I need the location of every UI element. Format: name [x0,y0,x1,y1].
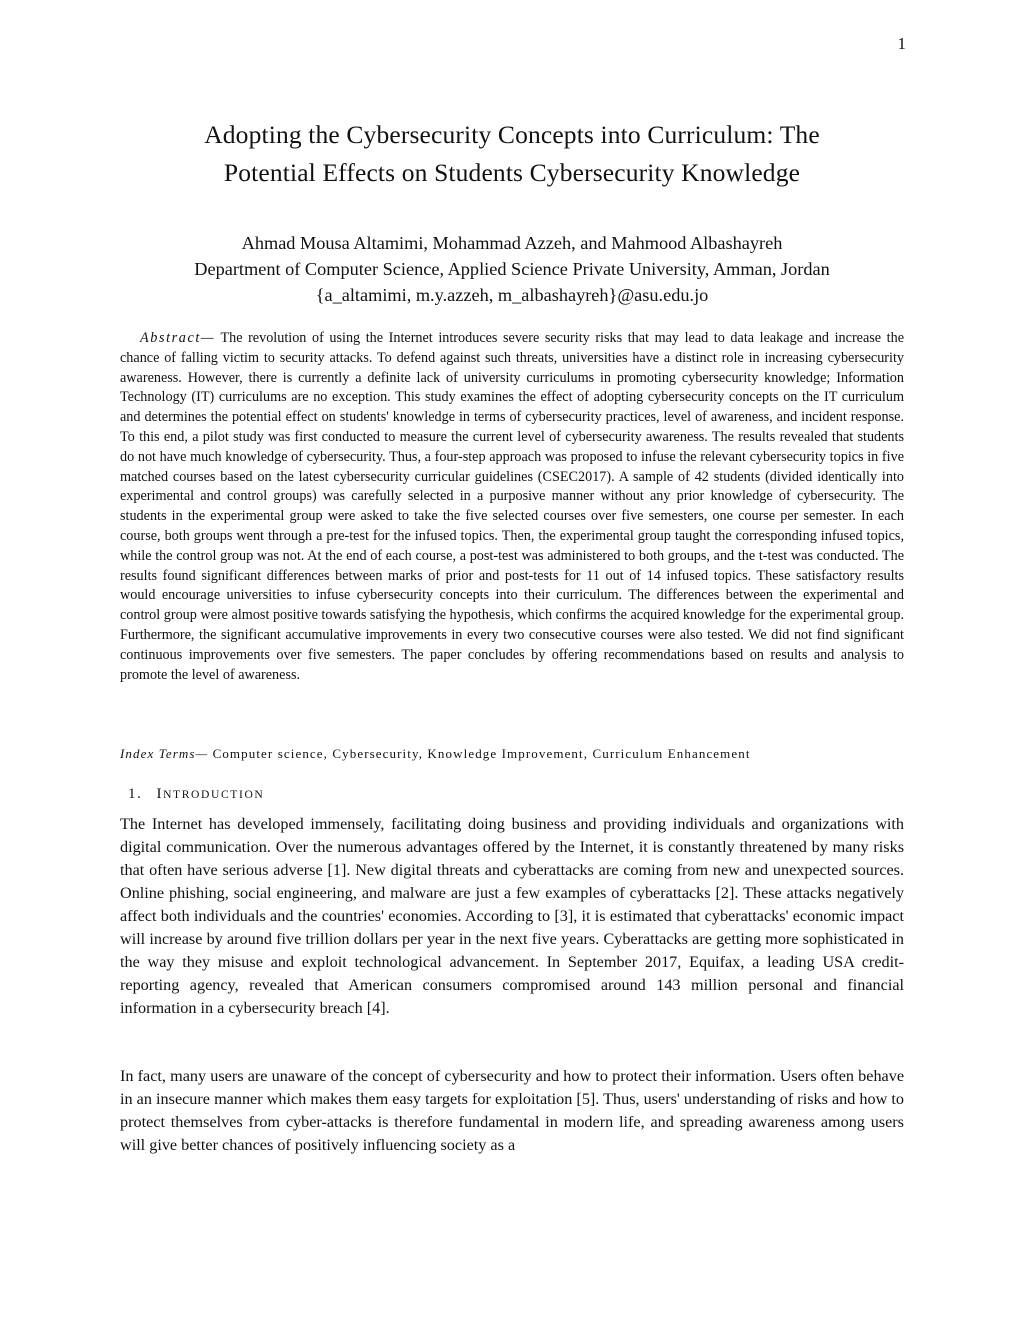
intro-paragraph-1: The Internet has developed immensely, facilitating doing business and providing individuals and organizations with digital communication. Over the numerous advantages offered by the Internet, it is constantly threatened by many risks that often have serious adverse [1]. New digital threats and cyberattacks are coming from new and unexpected sources. Online phishing, social engineering, and malware are just a few examples of cyberattacks [2]. These attacks negatively affect both individuals and the countries' economies. According to [3], it is estimated that cyberattacks' economic impact will increase by around five trillion dollars per year in the next five years. Cyberattacks are getting more sophisticated in the way they misuse and exploit technological advancement. In September 2017, Equifax, a leading USA credit-reporting agency, revealed that American consumers compromised around 143 million personal and financial information in a cybersecurity breach [4]. [120,815,904,1017]
title-line-2: Potential Effects on Students Cybersecurity Knowledge [223,158,801,187]
author-affiliation: Department of Computer Science, Applied Science Private University, Amman, Jordan [194,259,830,279]
page-number: 1 [897,34,906,53]
section-title-initial: I [156,786,164,802]
section-title-rest: NTRODUCTION [163,788,265,801]
abstract-text: The revolution of using the Internet introduces severe security risks that may lead to data leakage and increase the chance of falling victim to security attacks. To defend against such threats, universities have a distinct role in increasing cybersecurity awareness. However, there is currently a definite lack of university curriculums in promoting cybersecurity knowledge; Information Technology (IT) curriculums are no exception. This study examines the effect of adopting cybersecurity concepts on the IT curriculum and determines the potential effect on students' knowledge in terms of cybersecurity practices, level of awareness, and incident response. To this end, a pilot study was first conducted to measure the current level of cybersecurity awareness. The results revealed that students do not have much knowledge of cybersecurity. Thus, a four-step approach was proposed to infuse the relevant cybersecurity topics in five matched courses based on the latest cybersecurity curricular guidelines (CSEC2017). A sample of 42 students (divided identically into experimental and control groups) was carefully selected in a purposive manner without any prior knowledge of cybersecurity. The students in the experimental group were asked to take the five selected courses over five semesters, one course per semester. In each course, both groups went through a pre-test for the infused topics. Then, the experimental group taught the corresponding infused topics, while the control group was not. At the end of each course, a post-test was administered to both groups, and the t-test was conducted. The results found significant differences between marks of prior and post-tests for 11 out of 14 infused topics. These satisfactory results would encourage universities to infuse cybersecurity concepts into their curriculum. The differences between the experimental and control group were almost positive towards satisfying the hypothesis, which confirms the acquired knowledge for the experimental group. Furthermore, the significant accumulative improvements in every two consecutive courses were also tested. We did not find significant continuous improvements over five semesters. The paper concludes by offering recommendations based on results and analysis to promote the level of awareness. [120,330,905,683]
author-block [120,230,904,308]
paper-title [120,116,904,192]
index-terms [120,745,904,763]
section-number: 1. [128,786,143,802]
index-terms-text: Computer science, Cybersecurity, Knowledge Improvement, Curriculum Enhancement [212,746,751,761]
author-names: Ahmad Mousa Altamimi, Mohammad Azzeh, and Mahmood Albashayreh [241,233,783,253]
abstract [120,329,904,685]
section-heading-introduction [128,786,264,803]
abstract-label: Abstract— [140,330,216,346]
title-line-1: Adopting the Cybersecurity Concepts into Curriculum: The [204,120,820,149]
author-emails: {a_altamimi, m.y.azzeh, m_albashayreh}@asu.edu.jo [315,285,709,305]
intro-paragraph-2: In fact, many users are unaware of the concept of cybersecurity and how to protect their information. Users often behave in an insecure manner which makes them easy targets for exploitation [5]. Thus, users' understanding of risks and how to protect themselves from cyber-attacks is therefore fundamental in modern life, and spreading awareness among users will give better chances of positively influencing society as a [120,1067,904,1154]
index-terms-label: Index Terms— [120,746,209,761]
